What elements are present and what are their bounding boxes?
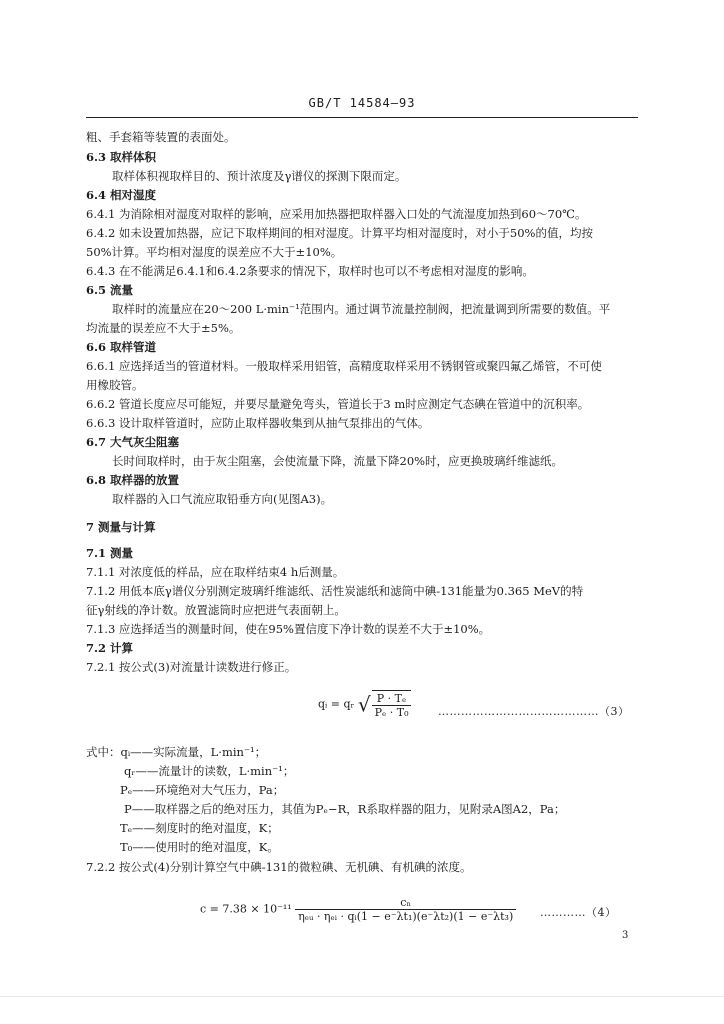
- definition-line: Tₑ——刻度时的绝对温度，K；: [120, 821, 279, 835]
- definition-line: Pₑ——环境绝对大气压力，Pa；: [120, 783, 285, 797]
- text-line: 6.6.2 管道长度应尽可能短，并要尽量避免弯头，管道长于3 m时应测定气态碘在管道中的沉积率。: [86, 397, 590, 411]
- section-heading: 6.3 取样体积: [86, 150, 157, 164]
- text-line: 用橡胶管。: [86, 378, 144, 392]
- text-line: 取样器的入口气流应取铅垂方向(见图A3)。: [112, 492, 333, 506]
- page-header: GB/T 14584—93: [308, 96, 416, 110]
- text-line: 7.1.2 用低本底γ谱仪分别测定玻璃纤维滤纸、活性炭滤纸和滤筒中碘-131能量为0.365 MeV的特: [86, 584, 584, 598]
- text-line: 均流量的误差应不大于±5%。: [86, 321, 241, 335]
- formula-3-number: ……………………………………（3）: [438, 705, 630, 718]
- definition-line: qᵣ——流量计的读数，L·min⁻¹；: [124, 764, 295, 778]
- text-line: 征γ射线的净计数。放置滤筒时应把进气表面朝上。: [86, 603, 346, 617]
- text-line: 6.6.1 应选择适当的管道材料。一般取样采用铝管，高精度取样采用不锈钢管或聚四氟乙烯管，不可使: [86, 359, 602, 373]
- formula-4: [200, 896, 516, 923]
- formula-3-numerator: P · Tₑ: [372, 692, 412, 706]
- text-line: 7.2.2 按公式(4)分别计算空气中碘-131的微粒碘、无机碘、有机碘的浓度。: [86, 860, 472, 874]
- definition-line: 式中：qᵢ——实际流量，L·min⁻¹；: [86, 745, 267, 759]
- text-line: 6.4.3 在不能满足6.4.1和6.4.2条要求的情况下，取样时也可以不考虑相对湿度的影响。: [86, 264, 534, 278]
- text-line: 6.4.1 为消除相对湿度对取样的影响，应采用加热器把取样器入口处的气流湿度加热到60～70℃。: [86, 207, 587, 221]
- sqrt-symbol: √: [357, 692, 371, 717]
- text-line: 取样时的流量应在20～200 L·min⁻¹范围内。通过调节流量控制阀，把流量调到所需要的数值。平: [112, 302, 611, 316]
- section-heading: 6.6 取样管道: [86, 340, 157, 354]
- chapter-heading: 7 测量与计算: [86, 520, 156, 534]
- formula-4-denominator: ηₑᵤ · ηₑᵢ · qᵢ(1 − e⁻λt₁)(e⁻λt₂)(1 − e⁻λt₃): [298, 910, 514, 923]
- formula-3-denominator: Pₑ · T₀: [374, 706, 409, 719]
- formula-4-fraction: [295, 896, 516, 923]
- section-heading: 6.8 取样器的放置: [86, 473, 180, 487]
- formula-3-fraction: [372, 692, 412, 719]
- formula-3-lhs: qᵢ = qᵣ: [318, 697, 355, 711]
- section-heading: 7.2 计算: [86, 641, 134, 655]
- text-line: 粗、手套箱等装置的表面处。: [86, 130, 236, 144]
- text-line: 6.4.2 如未设置加热器，应记下取样期间的相对湿度。计算平均相对湿度时，对小于50%的值，均按: [86, 226, 593, 240]
- text-line: 长时间取样时，由于灰尘阻塞，会使流量下降，流量下降20%时，应更换玻璃纤维滤纸。: [112, 454, 564, 468]
- header-rule: [86, 117, 638, 118]
- text-line: 取样体积视取样目的、预计浓度及γ谱仪的探测下限而定。: [112, 169, 407, 183]
- page-number: 3: [622, 930, 629, 941]
- text-line: 7.1.3 应选择适当的测量时间，使在95%置信度下净计数的误差不大于±10%。: [86, 622, 491, 636]
- formula-3: [318, 690, 411, 719]
- section-heading: 7.1 测量: [86, 546, 134, 560]
- text-line: 6.6.3 设计取样管道时，应防止取样器收集到从抽气泵排出的气体。: [86, 416, 430, 430]
- formula-4-numerator: cₙ: [295, 896, 516, 910]
- formula-3-radicand: [372, 690, 412, 719]
- text-line: 7.1.1 对浓度低的样品，应在取样结束4 h后测量。: [86, 565, 345, 579]
- section-heading: 6.7 大气灰尘阻塞: [86, 435, 180, 449]
- text-line: 7.2.1 按公式(3)对流量计读数进行修正。: [86, 660, 297, 674]
- page-edge: [0, 996, 724, 997]
- section-heading: 6.5 流量: [86, 283, 134, 297]
- definition-line: T₀——使用时的绝对温度，K。: [120, 840, 279, 854]
- formula-4-number: …………（4）: [540, 906, 617, 919]
- definition-line: P——取样器之后的绝对压力，其值为Pₑ−R，R系取样器的阻力，见附录A图A2，Pa；: [124, 802, 566, 816]
- formula-4-lhs: c = 7.38 × 10⁻¹¹: [200, 902, 292, 916]
- section-heading: 6.4 相对湿度: [86, 188, 157, 202]
- text-line: 50%计算。平均相对湿度的误差应不大于±10%。: [86, 245, 343, 259]
